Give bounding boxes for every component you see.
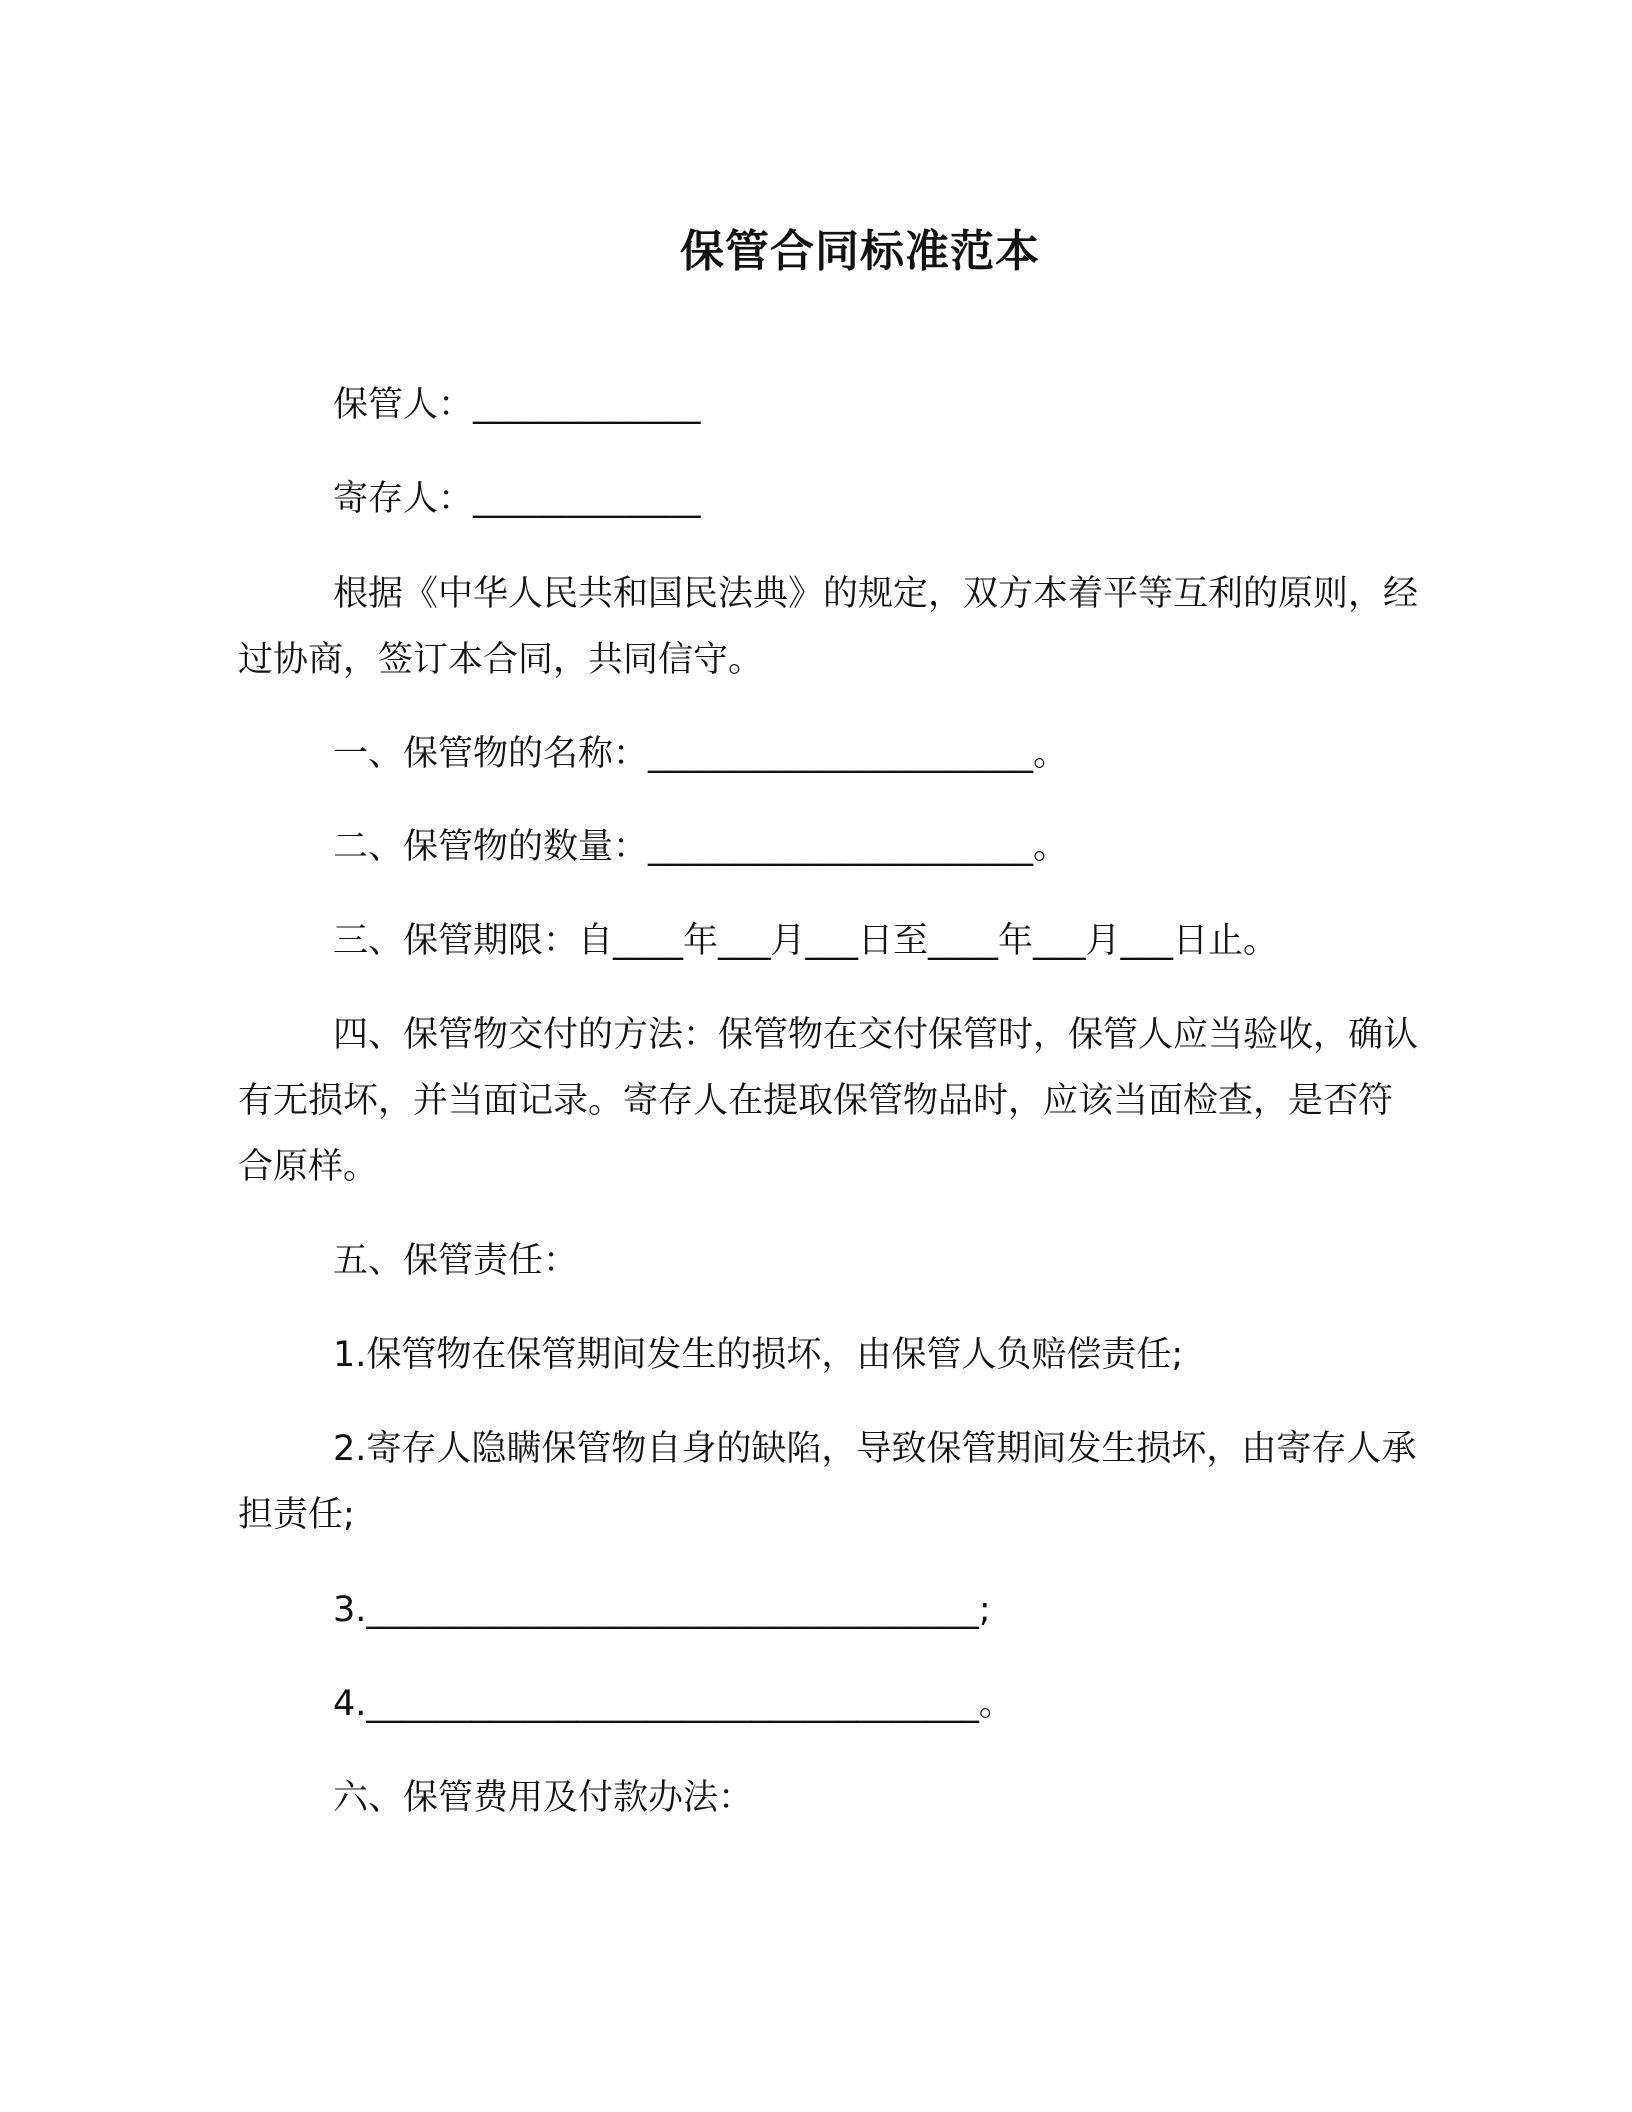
clause-2-item-quantity: 二、保管物的数量：______________________。 <box>333 827 1069 867</box>
clause-1-item-name: 一、保管物的名称：______________________。 <box>333 734 1069 774</box>
clause-5-item-4: 4.___________________________________。 <box>333 1684 1014 1724</box>
clause-5-heading: 五、保管责任： <box>333 1241 579 1281</box>
custodian-line: 保管人：_____________ <box>333 385 701 425</box>
clause-4-delivery-method: 四、保管物交付的方法：保管物在交付保管时，保管人应当验收，确认有无损坏，并当面记录。寄存人在提取保管物品时，应该当面检查，是否符合原样。 <box>238 1015 1419 1187</box>
document-title: 保管合同标准范本 <box>680 226 1040 277</box>
clause-5-item-1: 1.保管物在保管期间发生的损坏，由保管人负赔偿责任; <box>333 1335 1184 1375</box>
clause-5-item-2: 2.寄存人隐瞒保管物自身的缺陷，导致保管期间发生损坏，由寄存人承担责任; <box>238 1429 1417 1535</box>
clause-5-item-3: 3.___________________________________; <box>333 1590 991 1630</box>
depositor-line: 寄存人：_____________ <box>333 479 701 519</box>
clause-6-heading: 六、保管费用及付款办法： <box>333 1778 754 1818</box>
clause-3-custody-period: 三、保管期限：自____年___月___日至____年___月___日止。 <box>333 921 1279 961</box>
intro-paragraph: 根据《中华人民共和国民法典》的规定，双方本着平等互利的原则，经过协商，签订本合同，共同信守。 <box>238 574 1419 680</box>
